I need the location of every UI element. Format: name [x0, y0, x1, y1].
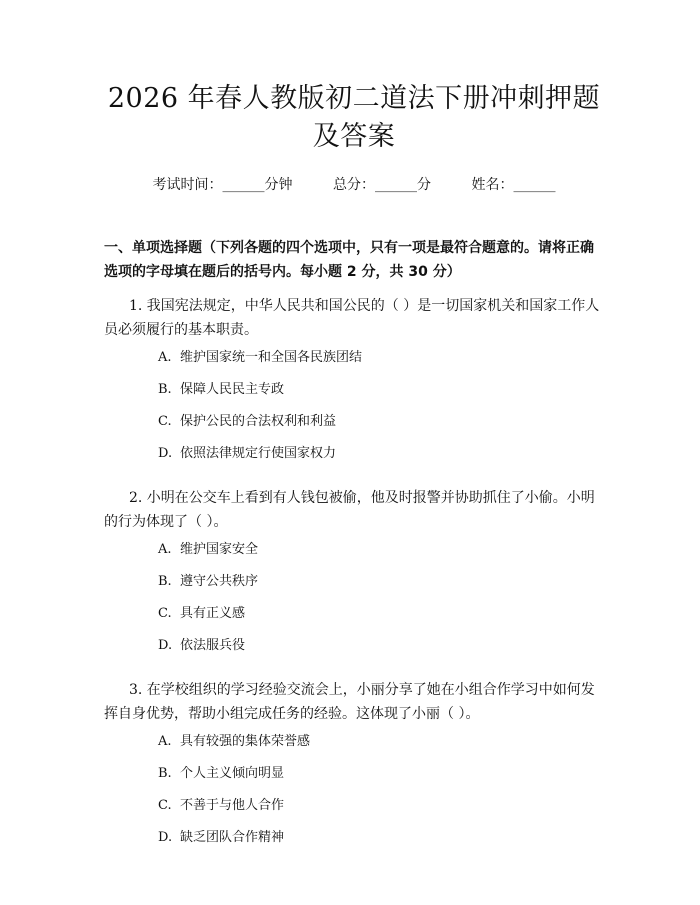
option-text: 维护国家安全 [180, 542, 259, 557]
name-field: 姓名：______ [471, 177, 556, 193]
document-title: 2026 年春人教版初二道法下册冲刺押题及答案 [107, 83, 601, 152]
option-item [104, 636, 604, 668]
option-letter: D. [158, 830, 173, 845]
option-list [104, 348, 604, 476]
option-item [104, 540, 604, 572]
question-3 [104, 678, 604, 860]
option-letter: B. [158, 382, 172, 397]
exam-time-field: 考试时间：______分钟 [152, 177, 293, 193]
option-item [104, 604, 604, 636]
option-text: 依照法律规定行使国家权力 [180, 446, 337, 461]
option-item [104, 572, 604, 604]
question-2 [104, 486, 604, 668]
question-stem: 2. 小明在公交车上看到有人钱包被偷，他及时报警并协助抓住了小偷。小明的行为体现了（ ）。 [104, 490, 595, 530]
option-text: 保障人民民主专政 [180, 382, 285, 397]
option-text: 遵守公共秩序 [180, 574, 259, 589]
option-letter: C. [158, 414, 172, 429]
question-1 [104, 294, 604, 476]
option-letter: C. [158, 798, 172, 813]
option-item [104, 828, 604, 860]
question-stem: 3. 在学校组织的学习经验交流会上，小丽分享了她在小组合作学习中如何发挥自身优势，帮助小组完成任务的经验。这体现了小丽（ ）。 [104, 682, 595, 722]
total-score-field: 总分：______分 [333, 177, 431, 193]
option-item [104, 764, 604, 796]
option-item [104, 796, 604, 828]
question-stem: 1. 我国宪法规定，中华人民共和国公民的（ ）是一切国家机关和国家工作人员必须履行的基本职责。 [104, 298, 600, 338]
option-text: 具有正义感 [180, 606, 246, 621]
option-item [104, 348, 604, 380]
option-text: 不善于与他人合作 [180, 798, 285, 813]
option-letter: B. [158, 574, 172, 589]
option-text: 具有较强的集体荣誉感 [180, 734, 311, 749]
section-header: 一、单项选择题（下列各题的四个选项中，只有一项是最符合题意的。请将正确选项的字母填在题后的括号内。每小题 2 分，共 30 分） [104, 240, 594, 280]
option-text: 缺乏团队合作精神 [180, 830, 285, 845]
option-letter: A. [158, 542, 172, 557]
option-text: 保护公民的合法权利和利益 [180, 414, 337, 429]
option-item [104, 412, 604, 444]
exam-meta [104, 174, 604, 194]
option-item [104, 444, 604, 476]
option-letter: A. [158, 350, 172, 365]
option-list [104, 732, 604, 860]
option-letter: D. [158, 446, 173, 461]
option-letter: A. [158, 734, 172, 749]
option-letter: B. [158, 766, 172, 781]
option-text: 维护国家统一和全国各民族团结 [180, 350, 363, 365]
option-letter: D. [158, 638, 173, 653]
option-text: 依法服兵役 [180, 638, 246, 653]
option-item [104, 732, 604, 764]
option-list [104, 540, 604, 668]
option-letter: C. [158, 606, 172, 621]
option-item [104, 380, 604, 412]
option-text: 个人主义倾向明显 [180, 766, 285, 781]
